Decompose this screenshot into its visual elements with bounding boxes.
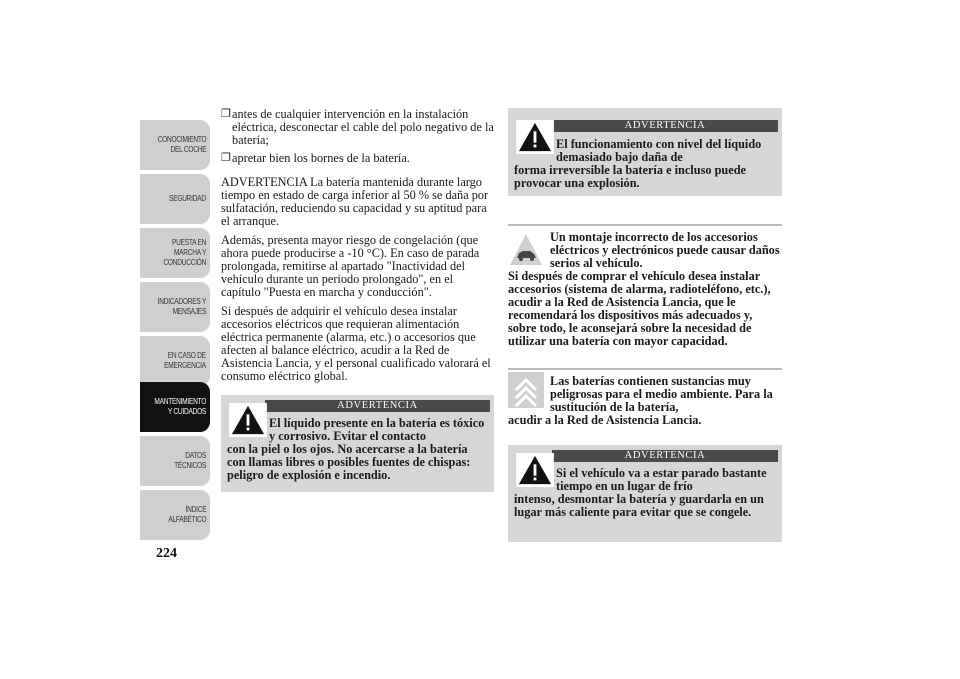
checkbox-bullet-icon: ❒ [221,108,231,120]
car-damage-icon [508,232,544,268]
paragraph: Además, presenta mayor riesgo de congelación (que ahora puede producirse a -10 °C). En caso de parada prolongada, remitirse al apartado "Inactividad del vehículo durante un periodo prolongado", en el capítulo "Puesta en marcha y conducción". [221,233,480,299]
warning-triangle-icon [516,120,554,154]
warning-triangle-icon [516,453,554,487]
tab-seguridad[interactable]: SEGURIDAD [140,174,210,224]
page-number: 224 [156,546,177,561]
warning-box [508,445,782,542]
tab-mantenimiento-y-cuidados[interactable]: MANTENIMIENTO Y CUIDADOS [140,382,210,432]
bullet-item: ❒ antes de cualquier intervención en la instalación eléctrica, desconectar el cable del polo negativo de la batería; [221,107,494,147]
tab-indice-alfabetico[interactable]: ÍNDICE ALFABÉTICO [140,490,210,540]
tab-puesta-en-marcha[interactable]: PUESTA EN MARCHA Y CONDUCCIÓN [140,228,210,278]
warning-heading: ADVERTENCIA [552,450,778,462]
note-box [508,224,782,348]
warning-text: Si el vehículo va a estar parado bastante tiempo en un lugar de frío intenso, desmontar la batería y guardarla en un lugar más caliente para evitar que se congele. [514,466,767,519]
environment-icon [508,372,544,408]
warning-heading: ADVERTENCIA [265,400,490,412]
warning-box [221,395,494,492]
right-column [508,108,782,542]
warning-triangle-icon [229,403,267,437]
tab-datos-tecnicos[interactable]: DATOS TÉCNICOS [140,436,210,486]
note-text: Un montaje incorrecto de los accesorios eléctricos y electrónicos puede causar daños serios al vehículo. Si después de comprar el vehículo desea instalar accesorios (sistema de alarma, radioteléfono, etc.), acudir a la Red de Asistencia Lancia, que le recomendará los dispositivos más adecuados y, sobre todo, le aconsejará sobre la necesidad de utilizar una batería con mayor capacidad. [508,230,780,348]
warning-text: El funcionamiento con nivel del líquido demasiado bajo daña de forma irreversible la batería e incluso puede provocar una explosión. [514,137,762,190]
warning-text: El líquido presente en la batería es tóxico y corrosivo. Evitar el contacto con la piel o los ojos. No acercarse a la batería con llamas libres o posibles fuentes de chispas: peligro de explosión e incendio. [227,416,485,482]
tab-conocimiento-del-coche[interactable]: CONOCIMIENTO DEL COCHE [140,120,210,170]
left-column [221,108,494,492]
bullet-item: ❒ apretar bien los bornes de la batería. [221,151,410,165]
warning-heading: ADVERTENCIA [552,120,778,132]
tab-en-caso-de-emergencia[interactable]: EN CASO DE EMERGENCIA [140,336,210,386]
tab-indicadores-y-mensajes[interactable]: INDICADORES Y MENSAJES [140,282,210,332]
warning-box [508,108,782,196]
checkbox-bullet-icon: ❒ [221,152,231,164]
paragraph: ADVERTENCIA La batería mantenida durante largo tiempo en estado de carga inferior al 50 % se daña por sulfatación, reduciendo su capacidad y su aptitud para el arranque. [221,175,489,228]
paragraph: Si después de adquirir el vehículo desea instalar accesorios eléctricos que requieran alimentación eléctrica permanente (alarma, etc.) o accesorios que afecten al balance eléctrico, acudir a la Red de Asistencia Lancia, y el personal cualificado valorará el consumo eléctrico global. [221,304,491,383]
note-text: Las baterías contienen sustancias muy peligrosas para el medio ambiente. Para la sustitución de la batería, acudir a la Red de Asistencia Lancia. [508,374,773,427]
note-box [508,368,782,427]
